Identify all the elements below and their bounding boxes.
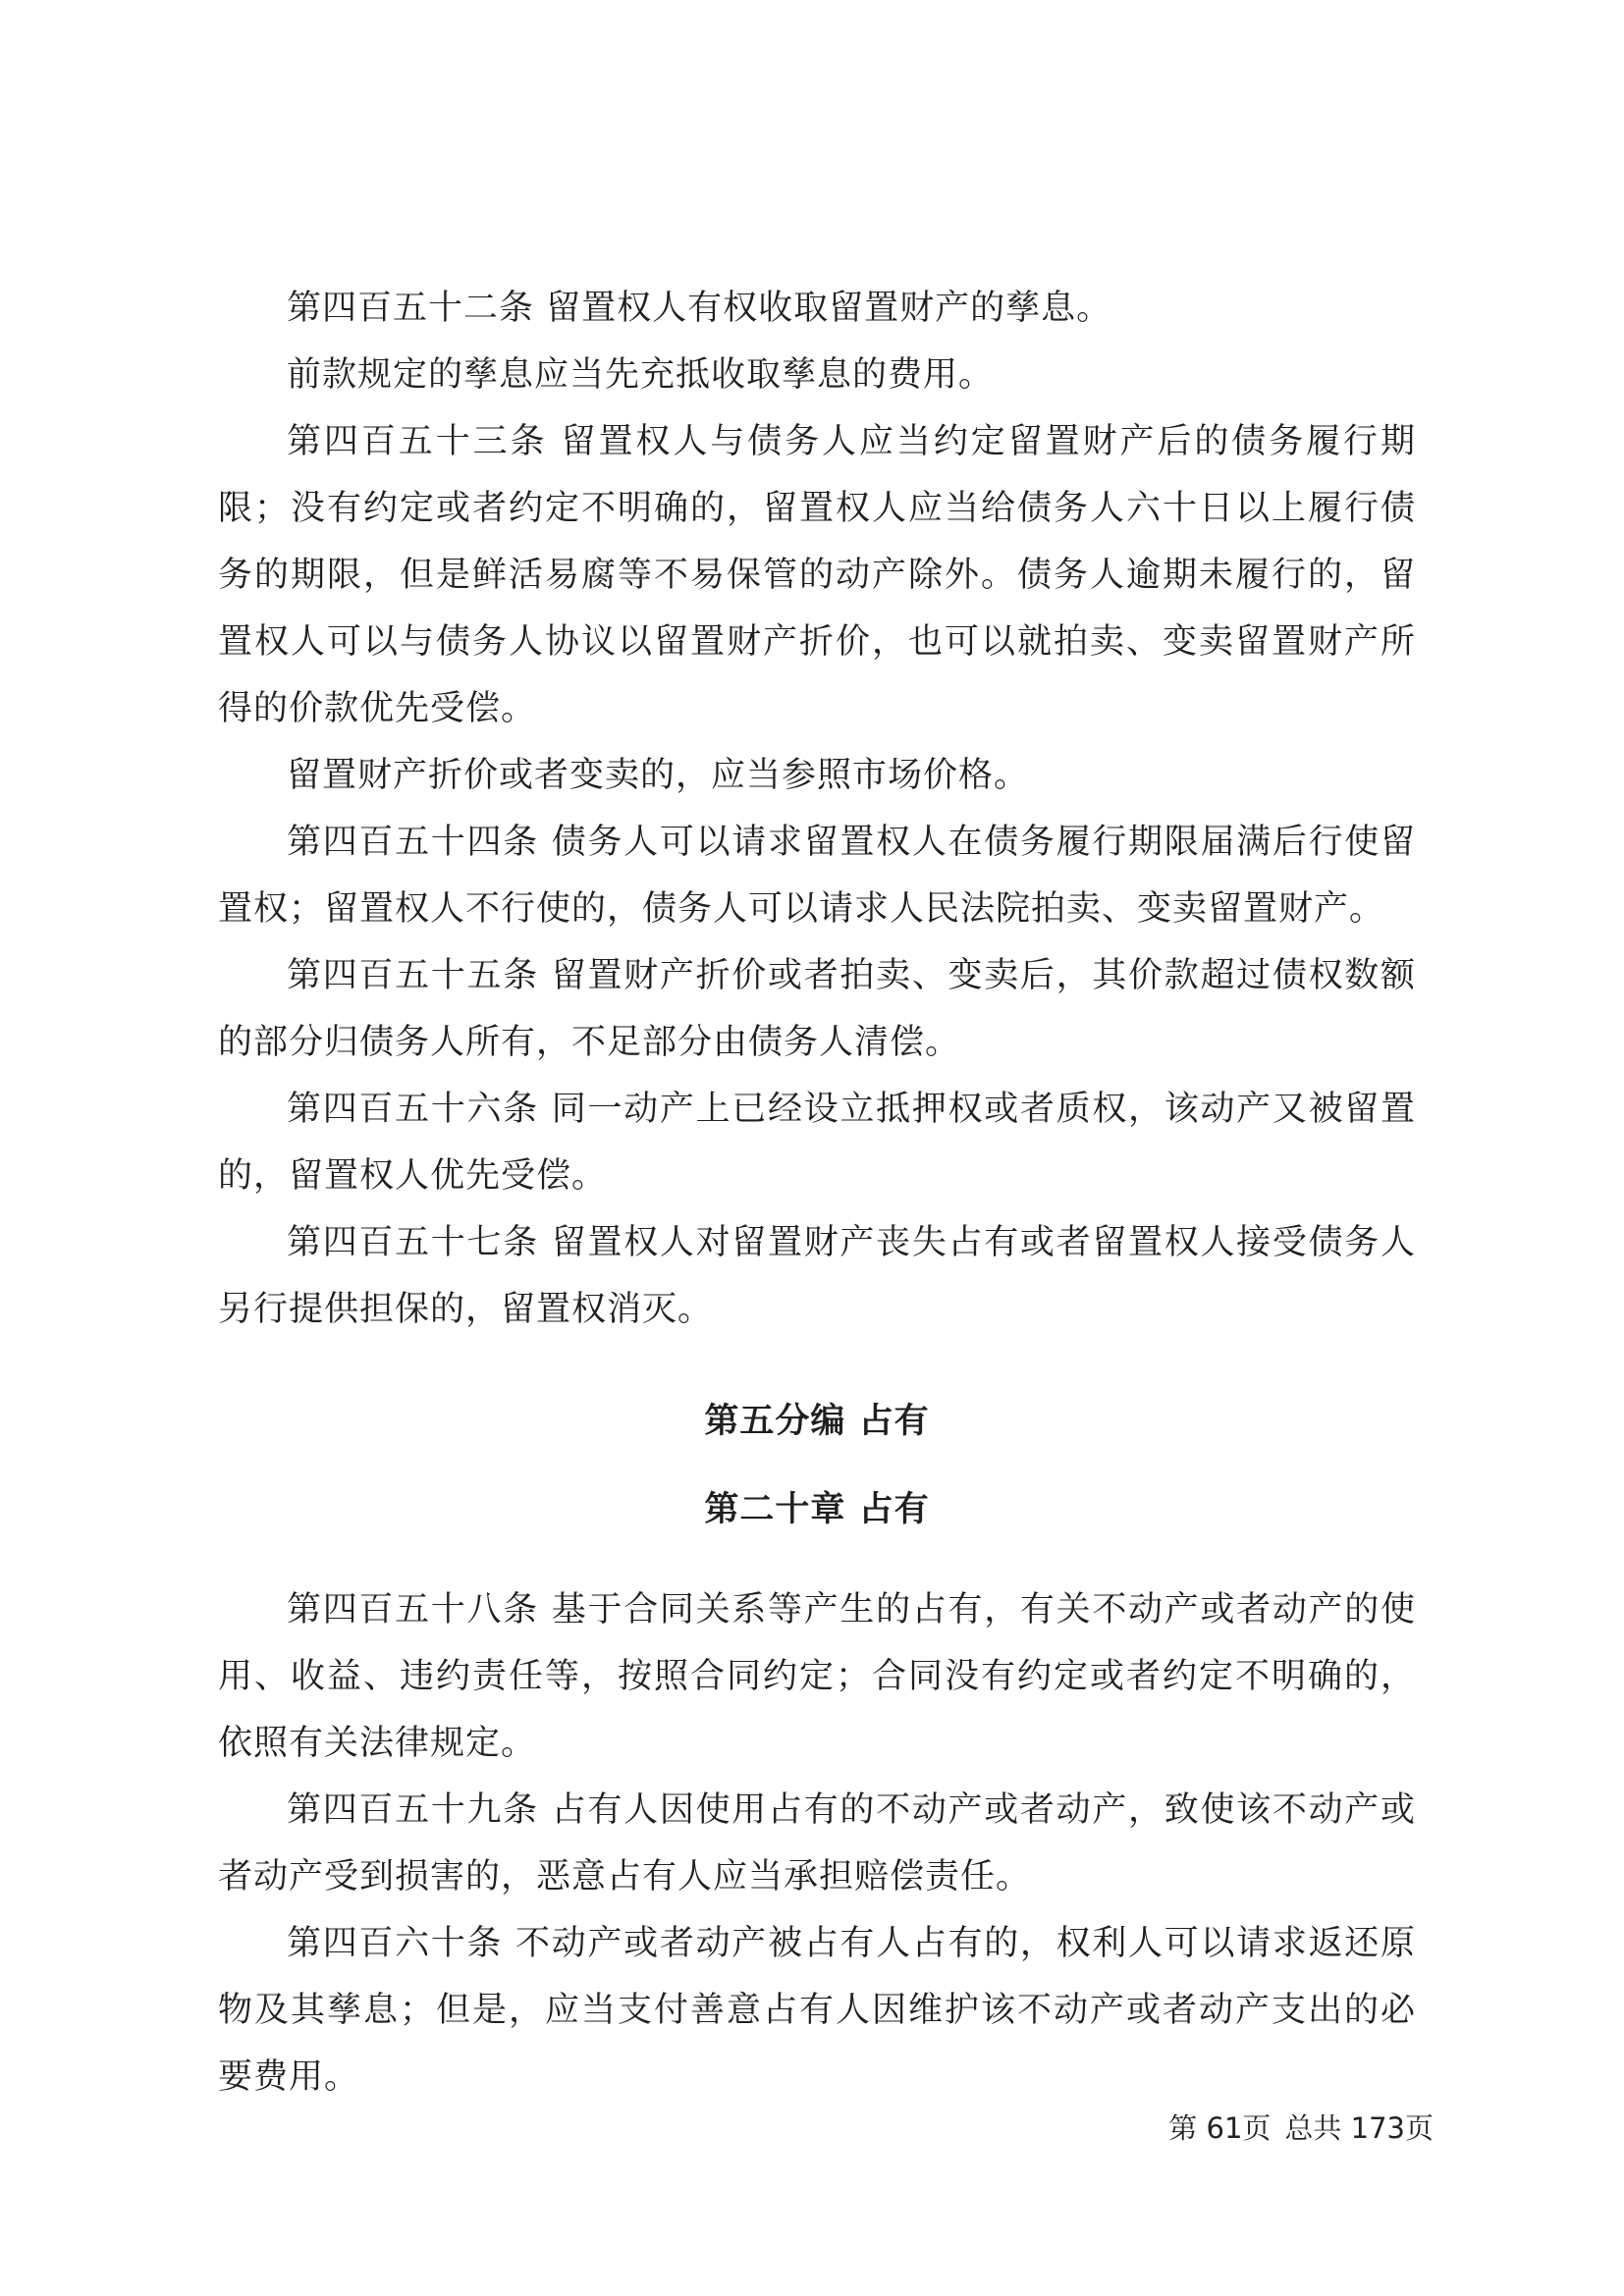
- article-458: 第四百五十八条 基于合同关系等产生的占有，有关不动产或者动产的使用、收益、违约责任等，按照合同约定；合同没有约定或者约定不明确的，依照有关法律规定。: [218, 1590, 1416, 1763]
- article-453: 第四百五十三条 留置权人与债务人应当约定留置财产后的债务履行期限；没有约定或者约定不明确的，留置权人应当给债务人六十日以上履行债务的期限，但是鲜活易腐等不易保管的动产除外。债务人逾期未履行的，留置权人可以与债务人协议以留置财产折价，也可以就拍卖、变卖留置财产所得的价款优先受偿。: [218, 422, 1416, 728]
- total-pages: 总共 173页: [1284, 2111, 1434, 2145]
- document-body: [218, 275, 1416, 2110]
- part-heading: 第五分编 占有: [704, 1401, 930, 1441]
- article-454: 第四百五十四条 债务人可以请求留置权人在债务履行期限届满后行使留置权；留置权人不行使的，债务人可以请求人民法院拍卖、变卖留置财产。: [218, 823, 1416, 929]
- chapter-heading: 第二十章 占有: [704, 1489, 930, 1529]
- article-452-para-2: 前款规定的孳息应当先充抵收取孳息的费用。: [287, 355, 995, 395]
- article-460: 第四百六十条 不动产或者动产被占有人占有的，权利人可以请求返还原物及其孳息；但是，应当支付善意占有人因维护该不动产或者动产支出的必要费用。: [218, 1924, 1416, 2097]
- page-footer: [1080, 2109, 1434, 2148]
- article-452: 第四百五十二条 留置权人有权收取留置财产的孳息。: [287, 289, 1112, 328]
- article-459: 第四百五十九条 占有人因使用占有的不动产或者动产，致使该不动产或者动产受到损害的，恶意占有人应当承担赔偿责任。: [218, 1790, 1416, 1896]
- article-457: 第四百五十七条 留置权人对留置财产丧失占有或者留置权人接受债务人另行提供担保的，留置权消灭。: [218, 1223, 1416, 1329]
- article-456: 第四百五十六条 同一动产上已经设立抵押权或者质权，该动产又被留置的，留置权人优先受偿。: [218, 1090, 1416, 1196]
- article-455: 第四百五十五条 留置财产折价或者拍卖、变卖后，其价款超过债权数额的部分归债务人所有，不足部分由债务人清偿。: [218, 956, 1416, 1062]
- article-453-para-2: 留置财产折价或者变卖的，应当参照市场价格。: [287, 756, 1030, 795]
- page-number: 第 61页: [1168, 2111, 1272, 2145]
